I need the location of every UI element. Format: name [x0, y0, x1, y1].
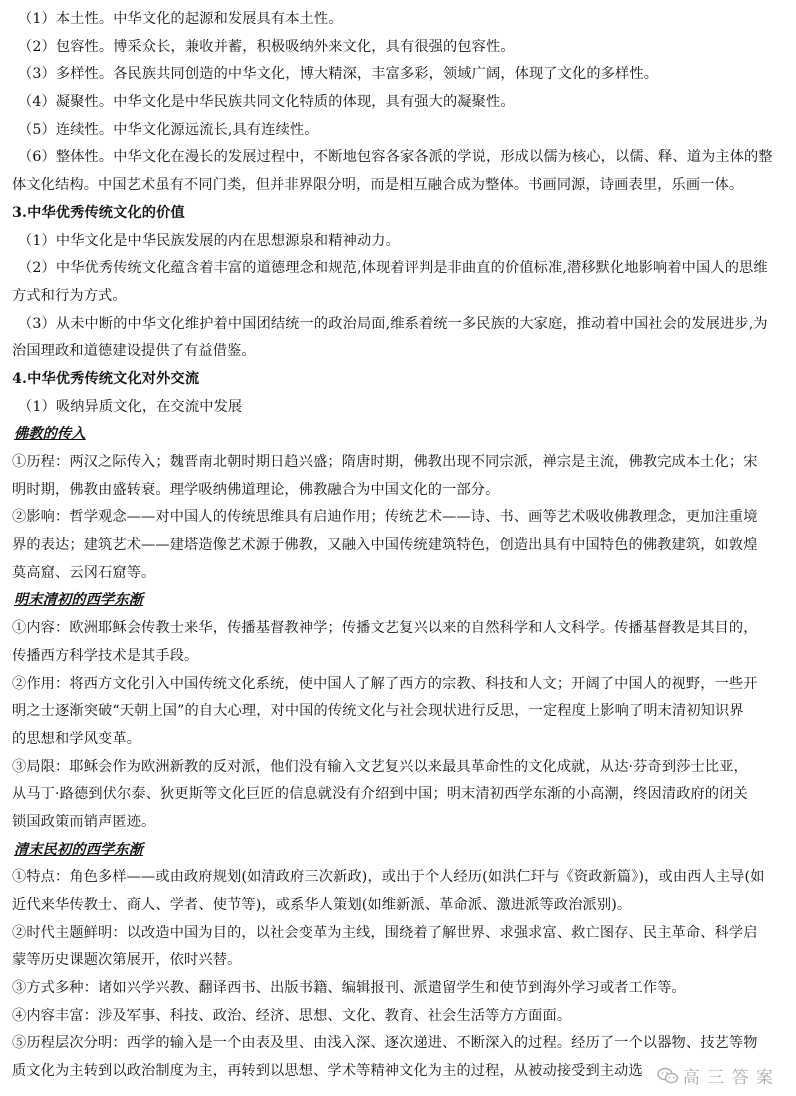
text-line: 界的表达；建筑艺术——建塔造像艺术源于佛教，又融入中国传统建筑特色，创造出具有中国特色的佛教建筑，如敦煌 — [12, 537, 758, 554]
text-line: 质文化为主转到以政治制度为主，再转到以思想、学术等精神文化为主的过程，从被动接受到主动选 — [12, 1063, 643, 1080]
watermark-text: 高 三 答 案 — [682, 1068, 774, 1088]
text-line: ①历程：两汉之际传入；魏晋南北朝时期日趋兴盛；隋唐时期，佛教出现不同宗派，禅宗是主流，佛教完成本土化；宋 — [12, 454, 758, 470]
text-line: 传播西方科学技术是其手段。 — [12, 647, 199, 664]
text-line: （3）从未中断的中华文化维护着中国团结统一的政治局面,维系着统一多民族的大家庭，推动着中国社会的发展进步,为 — [18, 315, 768, 332]
text-line: ②作用：将西方文化引入中国传统文化系统，使中国人了解了西方的宗教、科技和人文；开阔了中国人的视野，一些开 — [12, 675, 758, 692]
text-line: 的思想和学风变革。 — [12, 730, 142, 747]
text-line: 方式和行为方式。 — [12, 287, 127, 304]
text-line: ④内容丰富：涉及军事、科技、政治、经济、思想、文化、教育、社会生活等方方面面。 — [12, 1007, 572, 1024]
text-line: 从马丁·路德到伏尔泰、狄更斯等文化巨匠的信息就没有介绍到中国；明末清初西学东渐的小高潮，终因清政府的闭关 — [12, 786, 748, 803]
text-line: （3）多样性。各民族共同创造的中华文化，博大精深，丰富多彩，领域广阔，体现了文化的多样性。 — [18, 66, 659, 83]
wechat-icon — [657, 1067, 679, 1085]
text-line: 明时期，佛教由盛转衰。理学吸纳佛道理论，佛教融合为中国文化的一部分。 — [12, 481, 500, 498]
text-line: 近代来华传教士、商人、学者、使节等)，或系华人策划(如维新派、革命派、激进派等政治派别)。 — [12, 897, 632, 913]
text-line: （1）中华文化是中华民族发展的内在思想源泉和精神动力。 — [18, 232, 400, 249]
text-line: （2）包容性。博采众长，兼收并蓄，积极吸纳外来文化，具有很强的包容性。 — [18, 38, 515, 55]
text-line: 蒙等历史课题次第展开，依时兴替。 — [12, 952, 242, 969]
document-page — [12, 6, 784, 1086]
text-line: （1）吸纳异质文化，在交流中发展 — [18, 398, 243, 415]
text-line: （1）本土性。中华文化的起源和发展具有本土性。 — [18, 11, 343, 27]
text-line: 莫高窟、云冈石窟等。 — [12, 564, 156, 581]
text-line: 治国理政和道德建设提供了有益借鉴。 — [12, 343, 256, 360]
text-line: 明之士逐渐突破“天朝上国”的自大心理，对中国的传统文化与社会现状进行反思，一定程度上影响了明末清初知识界 — [12, 703, 744, 720]
text-line: ①内容：欧洲耶稣会传教士来华，传播基督教神学；传播文艺复兴以来的自然科学和人文科学。传播基督教是其目的， — [12, 620, 758, 637]
document-body — [12, 6, 784, 1086]
subsection-heading: 明末清初的西学东渐 — [14, 592, 144, 609]
text-line: ③方式多种：诸如兴学兴教、翻译西书、出版书籍、编辑报刊、派遣留学生和使节到海外学习或者工作等。 — [12, 980, 686, 997]
text-line: ②时代主题鲜明：以改造中国为目的，以社会变革为主线，围绕着了解世界、求强求富、救亡图存、民主革命、科学启 — [12, 924, 758, 941]
text-line: ⑤历程层次分明：西学的输入是一个由表及里、由浅入深、逐次递进、不断深入的过程。经历了一个以器物、技艺等物 — [12, 1035, 758, 1052]
text-line: 锁国政策而销声匿迹。 — [12, 813, 156, 830]
text-line: （5）连续性。中华文化源远流长,具有连续性。 — [18, 121, 319, 138]
watermark — [657, 1063, 774, 1088]
section-heading: 3.中华优秀传统文化的价值 — [12, 204, 185, 221]
subsection-heading: 佛教的传入 — [14, 426, 86, 443]
text-line: ③局限：耶稣会作为欧洲新教的反对派，他们没有输入文艺复兴以来最具革命性的文化成就，从达·芬奇到莎士比亚， — [12, 758, 748, 775]
section-heading: 4.中华优秀传统文化对外交流 — [12, 370, 200, 387]
text-line: ①特点：角色多样——或由政府规划(如清政府三次新政)，或出于个人经历(如洪仁玕与《资政新篇》)，或由西人主导(如 — [12, 869, 765, 886]
text-line: 体文化结构。中国艺术虽有不同门类，但并非界限分明，而是相互融合成为整体。书画同源，诗画表里，乐画一体。 — [12, 177, 744, 194]
text-line: ②影响：哲学观念——对中国人的传统思维具有启迪作用；传统艺术——诗、书、画等艺术吸收佛教理念，更加注重境 — [12, 509, 758, 526]
text-line: （4）凝聚性。中华文化是中华民族共同文化特质的体现，具有强大的凝聚性。 — [18, 94, 515, 111]
subsection-heading: 清末民初的西学东渐 — [14, 841, 144, 858]
text-line: （6）整体性。中华文化在漫长的发展过程中，不断地包容各家各派的学说，形成以儒为核心，以儒、释、道为主体的整 — [18, 149, 773, 166]
text-line: （2）中华优秀传统文化蕴含着丰富的道德理念和规范,体现着评判是非曲直的价值标准,潜移默化地影响着中国人的思维 — [18, 260, 768, 277]
